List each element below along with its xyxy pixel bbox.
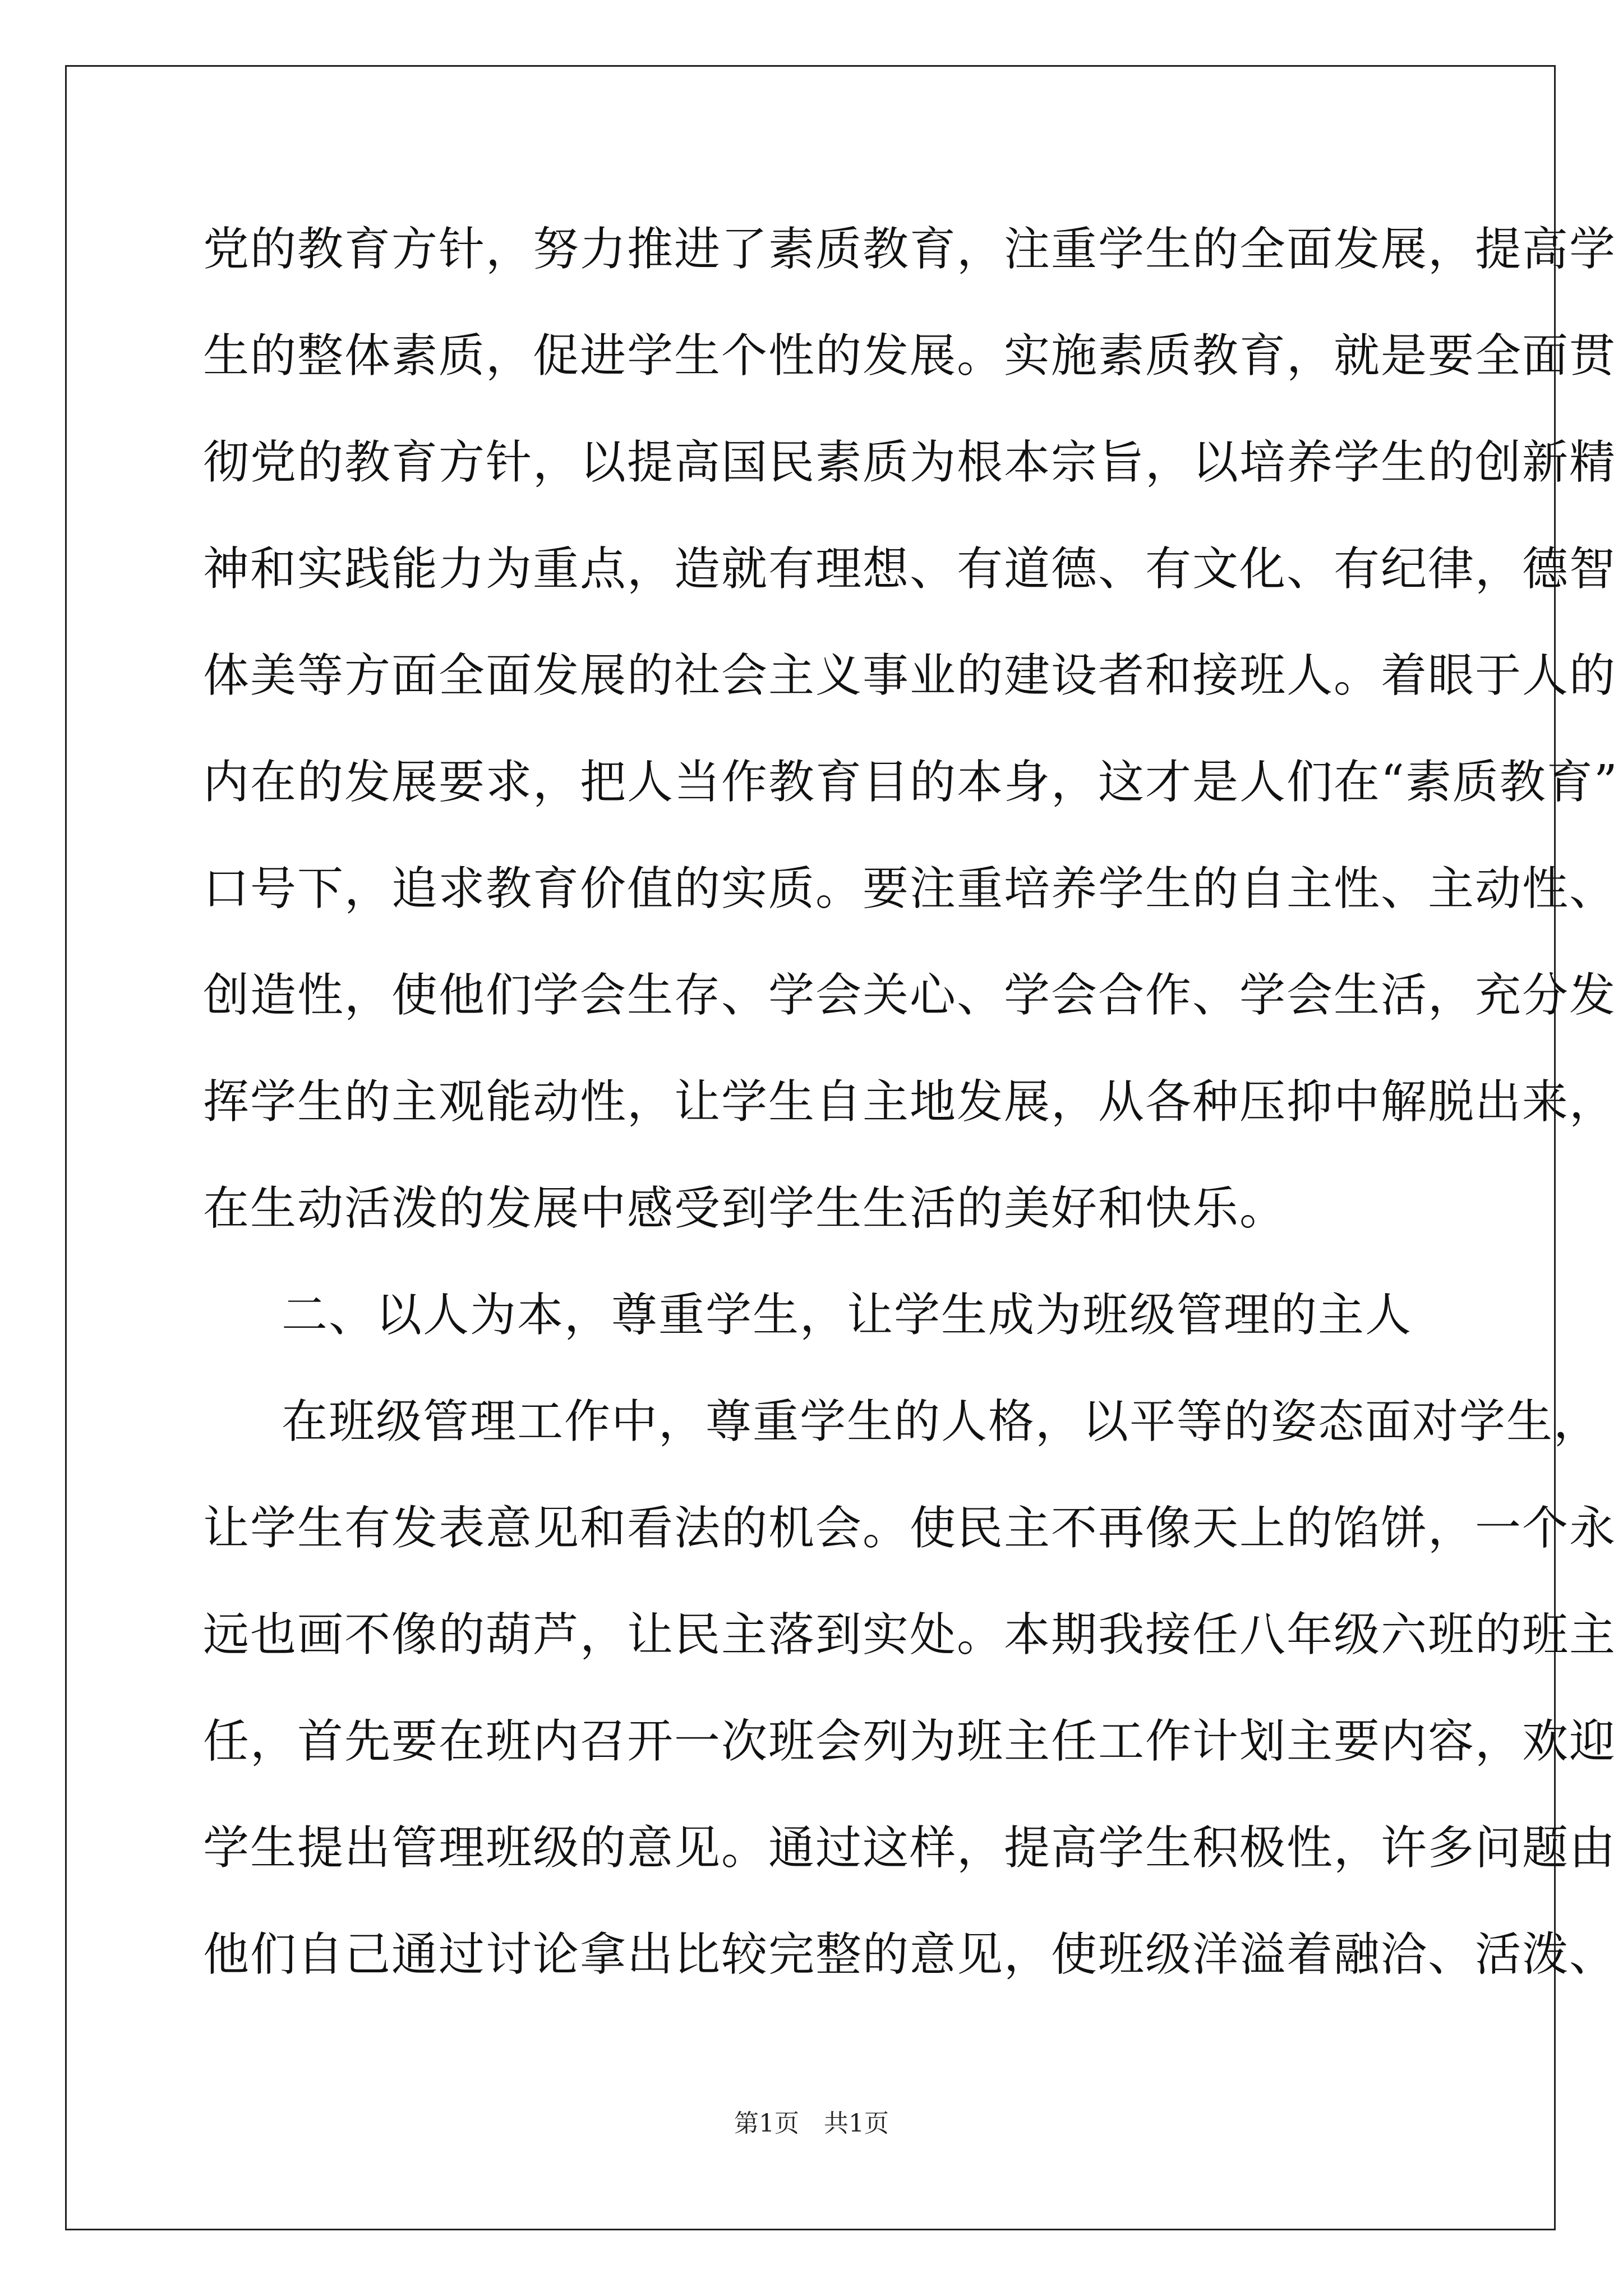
text-line: 创造性，使他们学会生存、学会关心、学会合作、学会生活，充分发 bbox=[203, 969, 1617, 1022]
text-line: 让学生有发表意见和看法的机会。使民主不再像天上的馅饼，一个永 bbox=[203, 1502, 1617, 1555]
page-border bbox=[65, 65, 1556, 2230]
section-heading: 二、以人为本，尊重学生，让学生成为班级管理的主人 bbox=[282, 1289, 1413, 1342]
text-line: 任，首先要在班内召开一次班会列为班主任工作计划主要内容，欢迎 bbox=[203, 1715, 1617, 1768]
text-line: 在班级管理工作中，尊重学生的人格，以平等的姿态面对学生， bbox=[282, 1395, 1601, 1448]
text-line: 生的整体素质，促进学生个性的发展。实施素质教育，就是要全面贯 bbox=[203, 329, 1617, 383]
text-line: 党的教育方针，努力推进了素质教育，注重学生的全面发展，提高学 bbox=[203, 223, 1617, 276]
text-line: 神和实践能力为重点，造就有理想、有道德、有文化、有纪律，德智 bbox=[203, 542, 1617, 596]
text-line: 体美等方面全面发展的社会主义事业的建设者和接班人。着眼于人的 bbox=[203, 649, 1617, 702]
text-line: 远也画不像的葫芦，让民主落到实处。本期我接任八年级六班的班主 bbox=[203, 1608, 1617, 1662]
page-footer: 第1页 共1页 bbox=[734, 2109, 889, 2138]
text-line: 内在的发展要求，把人当作教育目的本身，这才是人们在“素质教育” bbox=[203, 756, 1619, 809]
text-line: 他们自己通过讨论拿出比较完整的意见，使班级洋溢着融洽、活泼、 bbox=[203, 1928, 1617, 1981]
text-line: 彻党的教育方针，以提高国民素质为根本宗旨，以培养学生的创新精 bbox=[203, 436, 1617, 489]
text-line: 在生动活泼的发展中感受到学生生活的美好和快乐。 bbox=[203, 1182, 1287, 1235]
text-line: 口号下，追求教育价值的实质。要注重培养学生的自主性、主动性、 bbox=[203, 862, 1617, 915]
text-line: 挥学生的主观能动性，让学生自主地发展，从各种压抑中解脱出来， bbox=[203, 1075, 1617, 1129]
text-line: 学生提出管理班级的意见。通过这样，提高学生积极性，许多问题由 bbox=[203, 1821, 1617, 1875]
